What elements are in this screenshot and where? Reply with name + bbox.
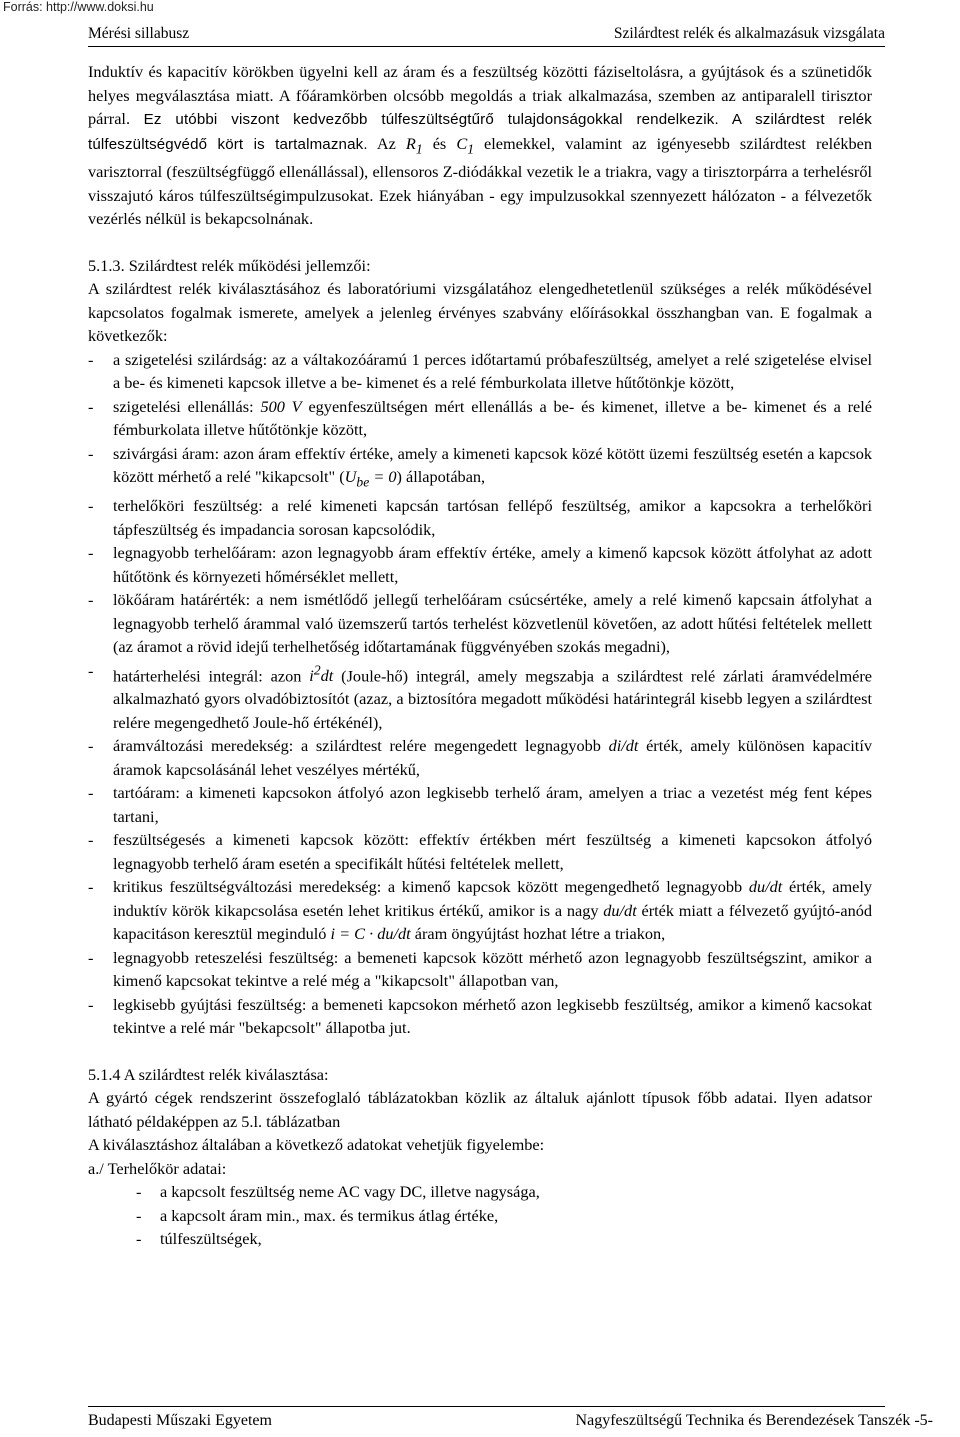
section-514-para-2: A kiválasztáshoz általában a következő adatokat vehetjük figyelembe: [88, 1135, 545, 1155]
list-item: - feszültségesés a kimeneti kapcsok között: effektív értékben mért feszültség a kimeneti kapcsokon átfolyó legnagyobb terhelő áram esetén a specifikált hűtési feltételek mellett, [88, 830, 872, 873]
r1-symbol: $R_1$ [405, 133, 423, 156]
list-item: - szigetelési ellenállás: 500 V egyenfeszültségen mért ellenállás a be- és kimenet, illetve a be- kimenet és a relé fémburkolata illetve hűtőtönkje között, [88, 396, 873, 440]
spacer [88, 231, 872, 254]
list-item: - kritikus feszültségváltozási meredekség: a kimenő kapcsok között megengedhető legnagyobb du/dt érték, amely induktív körök kikapcsolása esetén lehet kritikus értékű, amikor is a nagy du/dt érték miatt a félvezető gyújtó-anód kapacitáson keresztül meginduló i = C · du/dt áram öngyújtást hozhat létre a triakon, [88, 877, 873, 944]
list-item: - a szigetelési szilárdság: az a váltakozóáramú 1 perces időtartamú próbafeszültség, amelyet a relé szigetelése elvisel a be- és kimeneti kapcsok illetve a be- kimenet és a relé fémburkolata illetve hűtőtönkje között, [88, 349, 872, 393]
section-514-para-1: A gyártó cégek rendszerint összefoglaló táblázatokban közlik az általuk ajánlott típusok főbb adatai. Ilyen adatsor látható példaképpen az 5.l. táblázatban [88, 1088, 872, 1131]
footer-rule [88, 1406, 885, 1407]
section-514-sub-heading: a./ Terhelőkör adatai: [88, 1158, 227, 1178]
c1-symbol: $C_1$ [456, 133, 474, 156]
footer-right: Nagyfeszültségű Technika és Berendezések Tanszék -5- [575, 1412, 933, 1429]
intro-text-1: Induktív és kapacitív körökben ügyelni kell az áram és a feszültség közötti fáziseltolásra, a gyújtások és a szünetidők helyes megválasztása miatt. A főáramkörben olcsóbb megoldás a triak alkalmazása, szemben az antiparalell tirisztor párral. [88, 62, 872, 128]
intro-text-sans: Ez utóbbi viszont kedvezőbb túlfeszültségtűrő tulajdonságokkal rendelkezik. A szilárdtest relék túlfeszültségvédő kört is tartalmaznak. [88, 111, 872, 153]
intro-paragraph [88, 60, 872, 231]
source-url[interactable]: Forrás: http://www.doksi.hu [3, 0, 154, 14]
list-item: - szivárgási áram: azon áram effektív értéke, amely a kimeneti kapcsok közé kötött üzemi feszültség esetén a kapcsok között mérhető a relé "kikapcsolt" $(U_{be} = 0)$ állapotában, [88, 443, 872, 490]
list-item: - legnagyobb reteszelési feszültség: a bemeneti kapcsok között mérhető azon legnagyobb feszültségszint, amikor a kimenő kapcsokat tekintve a relé még a "kikapcsolt" állapotban van, [88, 947, 872, 991]
spacer [88, 1040, 872, 1063]
sub-list-item: - túlfeszültségek, [136, 1229, 262, 1249]
section-513-heading: 5.1.3. Szilárdtest relék működési jellemzői: [88, 255, 371, 275]
header-left: Mérési sillabusz [88, 25, 190, 42]
intro-az: Az [376, 133, 396, 153]
sub-list-item: - a kapcsolt áram min., max. és termikus átlag értéke, [136, 1205, 499, 1225]
list-item: - lökőáram határérték: a nem ismétlődő jellegű terhelőáram csúcsértéke, amely a relé kimenő kapcsain átfolyhat a legnagyobb terhelő árammal való üzemszerű tartós terhelést közvetlenül követően, az adott hűtési feltételek mellett (az áramot a rövid idejű terhelhetőség időtartamának függvényében szokás megadni), [88, 590, 872, 656]
list-item: - tartóáram: a kimeneti kapcsokon átfolyó azon legkisebb terhelő áram, amelyen a triac a vezetést még fent képes tartani, [88, 783, 872, 826]
page-header [88, 24, 885, 44]
intro-text-rest: elemekkel, valamint az igényesebb szilárdtest relékben varisztorral (feszültségfüggő ellenállással), ellensoros Z-diódákkal vezetik le a triakra, vagy a tirisztorpárra a terhelésről visszajutó káros túlfeszültségimpulzusokat. Ezek hiányában - egy impulzusokkal szennyezett hálózaton - a félvezetők vezérlés nélkül is bekapcsolnának. [88, 133, 872, 229]
list-item: - legkisebb gyújtási feszültség: a bemeneti kapcsokon mérhető azon legkisebb feszültség, amikor a kimenő kacsokat tekintve a relé már "bekapcsolt" állapotba jut. [88, 994, 872, 1038]
list-item: - legnagyobb terhelőáram: azon legnagyobb áram effektív értéke, amely a kimenő kapcsok között átfolyhat az adott hűtőtönk és környezeti hőmérséklet mellett, [88, 543, 872, 586]
intro-es: és [432, 133, 447, 153]
section-513-intro: A szilárdtest relék kiválasztásához és laboratóriumi vizsgálatához elengedhetetlenül szükséges a relék működésével kapcsolatos fogalmak ismerete, amelyek a jelenleg érvényes szabvány előírásokkal összhangban van. E fogalmak a következők: [88, 279, 872, 346]
list-item: - terhelőköri feszültség: a relé kimeneti kapcsán tartósan fellépő feszültség, amikor a kapcsokra a terhelőköri tápfeszültség és impadancia sorosan kapcsolódik, [88, 496, 872, 539]
list-item: - áramváltozási meredekség: a szilárdtest relére megengedett legnagyobb di/dt érték, amely különösen kapacitív áramok kapcsolásánál lehet veszélyes mértékű, [88, 736, 872, 779]
list-item: - határterhelési integrál: azon $i^2dt$ (Joule-hő) integrál, amely megszabja a szilárdtest relé zárlati áramvédelmére alkalmazható gyors olvadóbiztosítót (azaz, a biztosítóra megadott működési határintegrál kisebb legyen a szilárdtest relére megengedhető Joule-hő értékénél), [88, 660, 872, 732]
section-514-heading: 5.1.4 A szilárdtest relék kiválasztása: [88, 1064, 329, 1084]
header-right: Szilárdtest relék és alkalmazásuk vizsgálata [613, 25, 885, 42]
sub-list-item: - a kapcsolt feszültség neme AC vagy DC, illetve nagysága, [136, 1182, 540, 1202]
header-rule [88, 46, 885, 47]
page-content [88, 60, 872, 1251]
footer-left: Budapesti Műszaki Egyetem [88, 1412, 272, 1429]
